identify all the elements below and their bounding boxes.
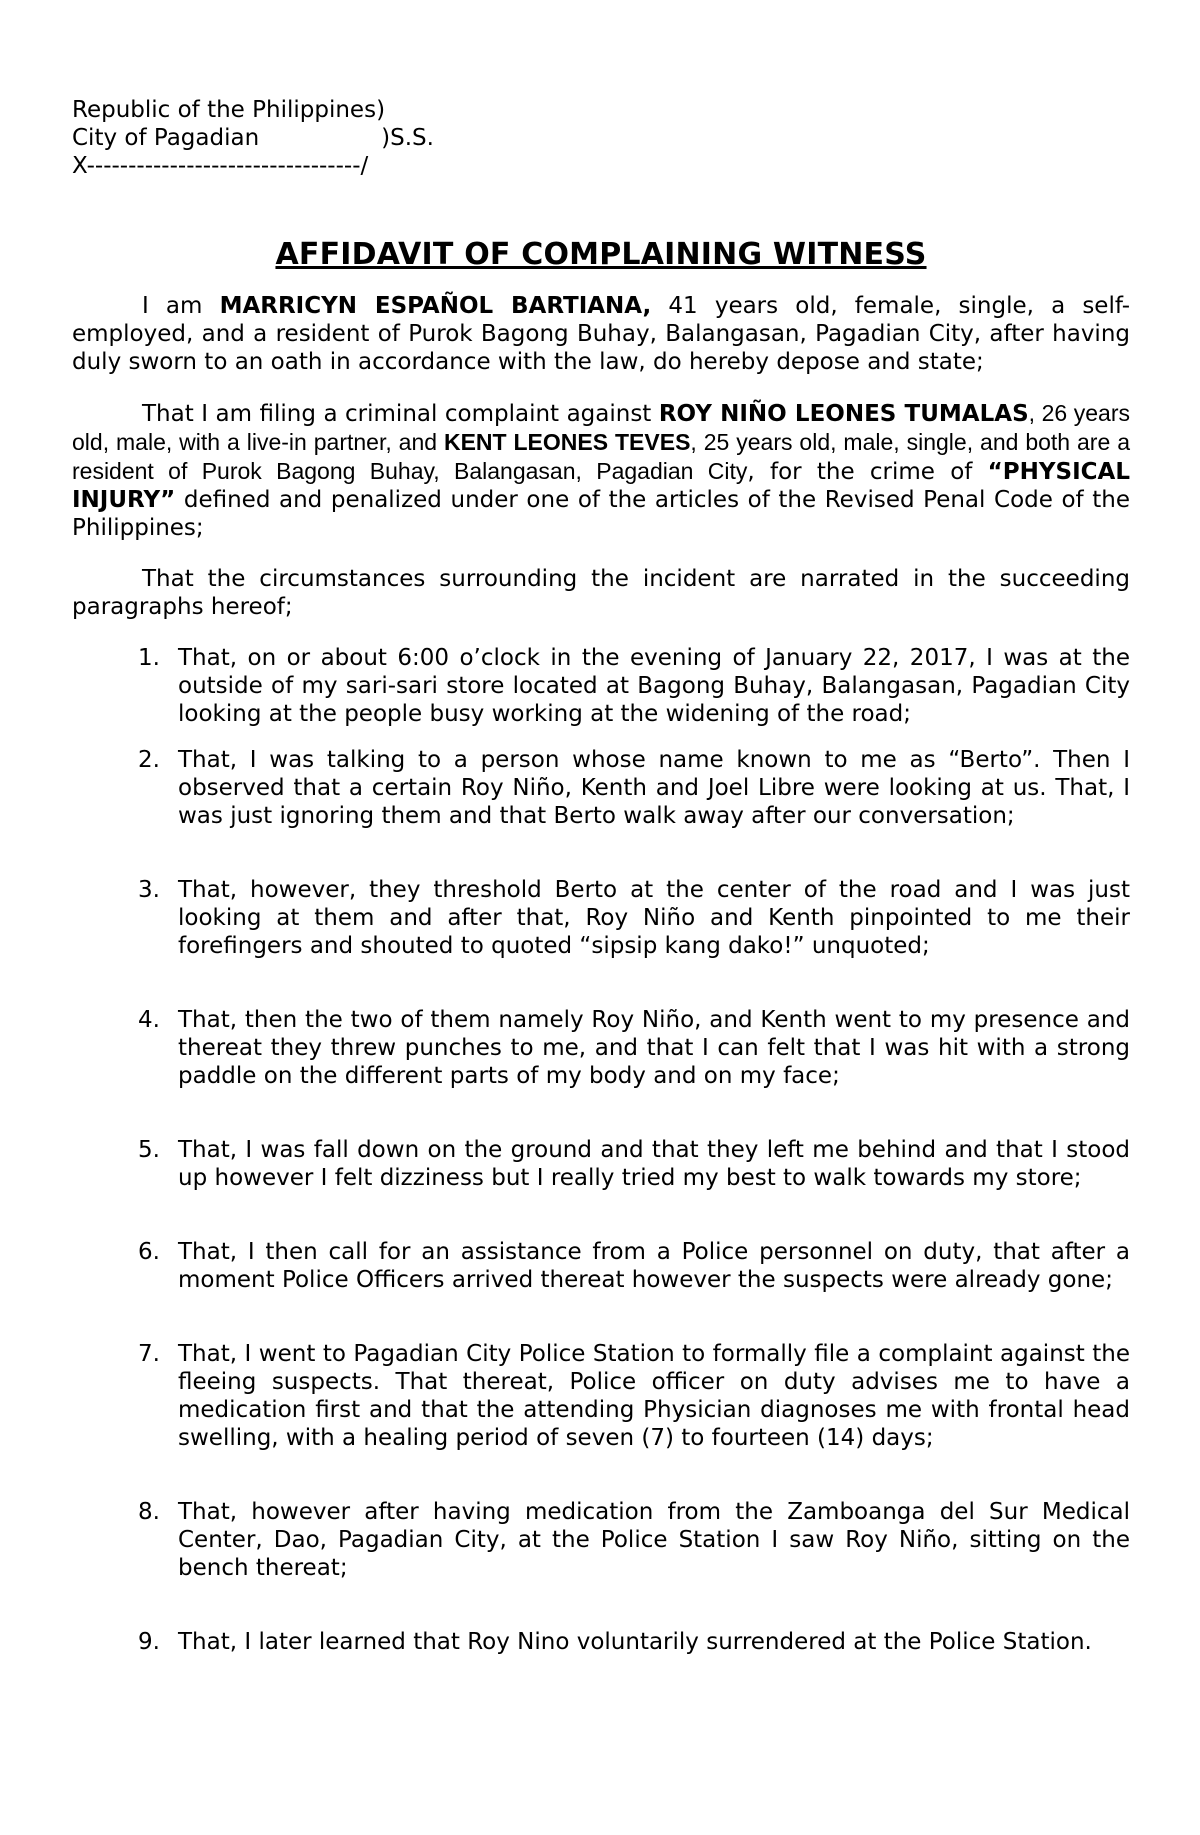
intro-p1-b: 41 years old, female, single, a self-employed, and a resident of Purok Bagong Buhay, Balangasan, Pagadian City, after having duly sworn to an oath in accordance with the law, do hereby depose and state; [72,293,1130,375]
item-number: 4. [138,1007,160,1033]
item-text: That, then the two of them namely Roy Niño, and Kenth went to my presence and thereat they threw punches to me, and that I can felt that I was hit with a strong paddle on the different parts of my body and on my face; [178,1007,1130,1089]
item-number: 1. [138,645,160,671]
item-number: 6. [138,1239,160,1265]
intro-p2-e: defined and penalized under one of the articles of the Revised Penal Code of the Philippines; [72,487,1130,541]
caption-line-x: X---------------------------------/ [72,153,369,179]
list-item [72,876,1130,960]
intro-p2-a: That I am filing a criminal complaint against [142,401,659,427]
item-number: 7. [138,1341,160,1367]
item-text: That, I was fall down on the ground and that they left me behind and that I stood up however I felt dizziness but I really tried my best to walk towards my store; [178,1137,1130,1191]
list-item [72,1628,1130,1656]
intro-paragraph-circumstances: That the circumstances surrounding the incident are narrated in the succeeding paragraphs hereof; [72,566,1130,620]
caption-city: City of Pagadian [72,125,260,151]
item-text: That, I went to Pagadian City Police Station to formally file a complaint against the fleeing suspects. That thereat, Police officer on duty advises me to have a medication first and that the attending Physician diagnoses me with frontal head swelling, with a healing period of seven (7) to fourteen (14) days; [178,1341,1130,1451]
caption-line-city [72,124,1130,152]
item-number: 2. [138,747,160,773]
venue-caption [72,96,1130,180]
caption-ss: )S.S. [381,125,434,151]
caption-line-republic: Republic of the Philippines) [72,97,386,123]
list-item [72,1238,1130,1294]
item-text: That, on or about 6:00 o’clock in the evening of January 22, 2017, I was at the outside of my sari-sari store located at Bagong Buhay, Balangasan, Pagadian City looking at the people busy working at the widening of the road; [178,645,1130,727]
intro-p2-c: , 25 years old, male, single, and both are a resident of Purok Bagong Buhay, Balangasan, Pagadian City [72,429,1130,484]
respondent-1-name: ROY NIÑO LEONES TUMALAS [658,401,1029,427]
list-item [72,746,1130,830]
intro-paragraph-affiant [72,292,1130,376]
intro-p1-a: I am [142,293,220,319]
item-text: That, I was talking to a person whose name known to me as “Berto”. Then I observed that a certain Roy Niño, Kenth and Joel Libre were looking at us. That, I was just ignoring them and that Berto walk away after our conversation; [178,747,1130,829]
intro-p2-d: , for the crime of [747,459,988,485]
list-item [72,1340,1130,1452]
item-text: That, I later learned that Roy Nino voluntarily surrendered at the Police Station. [178,1629,1092,1655]
item-number: 5. [138,1137,160,1163]
crime-name: “PHYSICAL INJURY” [72,459,1131,513]
item-text: That, I then call for an assistance from a Police personnel on duty, that after a moment Police Officers arrived thereat however the suspects were already gone; [178,1239,1130,1293]
respondent-2-name: KENT LEONES TEVES [443,429,691,455]
intro-paragraph-complaint [72,399,1130,542]
list-item [72,1006,1130,1090]
document-title: AFFIDAVIT OF COMPLAINING WITNESS [275,237,927,272]
list-item [72,1136,1130,1192]
item-number: 9. [138,1629,160,1655]
document-page [72,96,1130,1656]
item-number: 3. [138,877,160,903]
item-text: That, however, they threshold Berto at the center of the road and I was just looking at them and after that, Roy Niño and Kenth pinpointed to me their forefingers and shouted to quoted “sipsip kang dako!” unquoted; [178,877,1130,959]
list-item [72,644,1130,728]
intro-p2-b: , 26 years old, male, with a live-in partner, and [72,400,1131,455]
list-item [72,1498,1130,1582]
narration-list [72,644,1130,1656]
affiant-name: MARRICYN ESPAÑOL BARTIANA, [219,293,652,319]
item-number: 8. [138,1499,160,1525]
item-text: That, however after having medication from the Zamboanga del Sur Medical Center, Dao, Pagadian City, at the Police Station I saw Roy Niño, sitting on the bench thereat; [178,1499,1130,1581]
